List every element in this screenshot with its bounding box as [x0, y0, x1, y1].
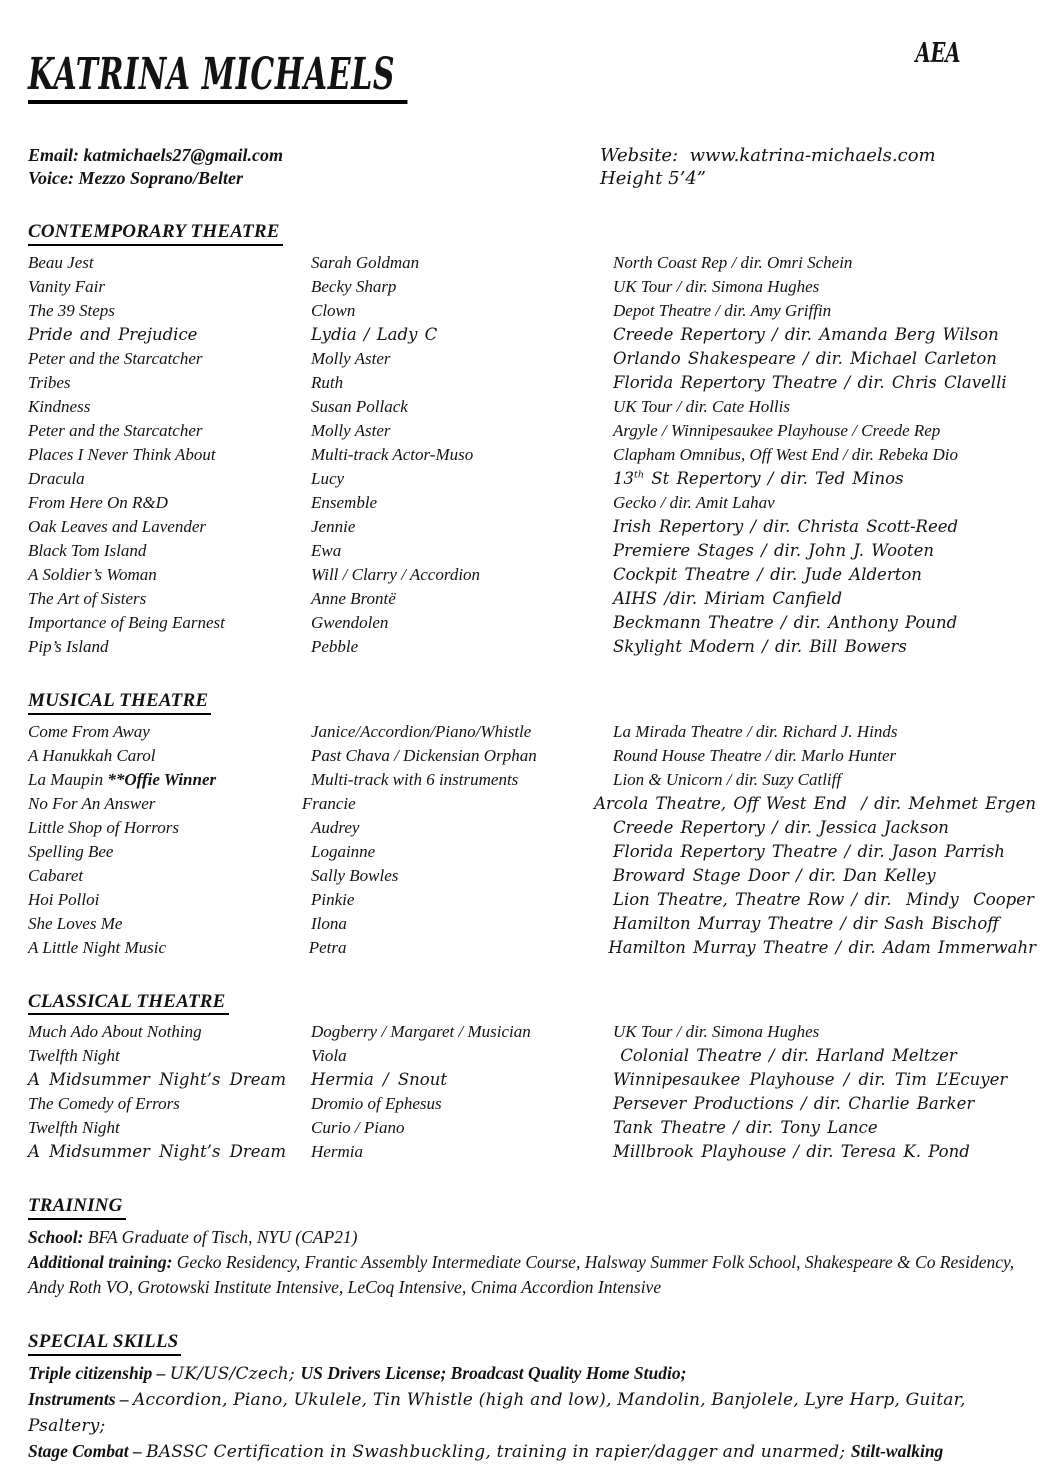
show-title: A Hanukkah Carol — [28, 745, 156, 765]
show-title: Importance of Being Earnest — [28, 612, 225, 632]
contact-left-column — [28, 144, 600, 190]
skill-line — [28, 1361, 1028, 1387]
actor-name: KATRINA MICHAELS — [28, 53, 407, 104]
credit-row — [28, 1116, 1036, 1140]
venue-director: Irish Repertory / dir. Christa Scott-Reed — [613, 516, 959, 536]
contact-info — [28, 144, 1036, 190]
show-title: Twelfth Night — [28, 1118, 120, 1138]
show-title: Tribes — [28, 372, 71, 392]
height-line: Height 5’4” — [600, 167, 707, 189]
show-title: Dracula — [28, 468, 85, 488]
venue-director: Florida Repertory Theatre / dir. Chris Clavelli — [613, 372, 1007, 392]
credit-row — [28, 563, 1036, 587]
venue-director: Florida Repertory Theatre / dir. Jason Parrish — [613, 841, 1005, 861]
role: Logainne — [311, 841, 376, 861]
skill-line — [28, 1439, 1028, 1465]
training-text: BFA Graduate of Tisch, NYU (CAP21) — [83, 1227, 358, 1248]
role: Lydia / Lady C — [311, 324, 438, 344]
role: Multi-track Actor-Muso — [311, 444, 474, 464]
role: Francie — [301, 793, 356, 813]
credit-row — [28, 347, 1036, 371]
contact-right-column — [600, 144, 1036, 190]
credit-row — [28, 768, 1036, 792]
role: Anne Brontë — [311, 588, 396, 608]
role: Dogberry / Margaret / Musician — [311, 1022, 531, 1042]
credit-row — [28, 1140, 1036, 1164]
venue-director: Argyle / Winnipesaukee Playhouse / Creede Rep — [613, 420, 941, 440]
role: Becky Sharp — [311, 276, 397, 296]
venue-director: Orlando Shakespeare / dir. Michael Carleton — [613, 348, 997, 368]
venue-director: Colonial Theatre / dir. Harland Meltzer — [613, 1046, 957, 1066]
show-title: The 39 Steps — [28, 300, 115, 320]
role: Ruth — [311, 372, 344, 392]
show-title: She Loves Me — [28, 913, 123, 933]
venue-director: La Mirada Theatre / dir. Richard J. Hinds — [613, 721, 898, 741]
skill-segment: Triple citizenship – — [28, 1363, 170, 1384]
show-title: Vanity Fair — [28, 276, 105, 296]
venue-director: Winnipesaukee Playhouse / dir. Tim L’Ecuyer — [613, 1070, 1008, 1090]
role: Will / Clarry / Accordion — [311, 564, 481, 584]
venue-director: Lion Theatre, Theatre Row / dir. Mindy Cooper — [613, 889, 1034, 909]
role: Pinkie — [311, 889, 355, 909]
role: Petra — [308, 937, 347, 957]
show-title: A Midsummer Night’s Dream — [28, 1142, 287, 1162]
section-training — [28, 1195, 1036, 1300]
venue-director: North Coast Rep / dir. Omri Schein — [613, 252, 853, 272]
show-title: Little Shop of Horrors — [28, 817, 179, 837]
credit-row — [28, 912, 1036, 936]
section-classical-theatre — [28, 991, 1036, 1165]
skill-lines — [28, 1361, 1036, 1465]
role: Ensemble — [311, 492, 378, 512]
credit-row — [28, 587, 1036, 611]
role: Sarah Goldman — [311, 252, 420, 272]
show-title: La Maupin **Offie Winner — [28, 769, 217, 789]
show-title: Come From Away — [28, 721, 150, 741]
role: Curio / Piano — [311, 1118, 405, 1138]
section-contemporary-theatre — [28, 221, 1036, 659]
credit-row — [28, 1020, 1036, 1044]
credit-row — [28, 1068, 1036, 1092]
role: Past Chava / Dickensian Orphan — [311, 745, 537, 765]
website-line: Website: www.katrina-michaels.com — [600, 144, 936, 166]
section-special-skills — [28, 1331, 1036, 1465]
show-title: Spelling Bee — [28, 841, 114, 861]
credit-row — [28, 491, 1036, 515]
credit-row — [28, 371, 1036, 395]
union-badge: AEA — [915, 38, 960, 69]
venue-director: Round House Theatre / dir. Marlo Hunter — [613, 745, 897, 765]
show-title: The Comedy of Errors — [28, 1094, 180, 1114]
role: Audrey — [311, 817, 360, 837]
venue-director: UK Tour / dir. Simona Hughes — [613, 1022, 820, 1042]
credit-row — [28, 299, 1036, 323]
role: Clown — [311, 300, 356, 320]
venue-director: Hamilton Murray Theatre / dir. Adam Immerwahr — [608, 937, 1036, 957]
venue-director: Creede Repertory / dir. Jessica Jackson — [613, 817, 949, 837]
show-title: Black Tom Island — [28, 540, 147, 560]
venue-director: Gecko / dir. Amit Lahav — [613, 492, 775, 512]
header — [28, 24, 1036, 134]
credit-row — [28, 720, 1036, 744]
credit-row — [28, 515, 1036, 539]
show-title: Twelfth Night — [28, 1046, 120, 1066]
role: Ilona — [311, 913, 347, 933]
show-title: Oak Leaves and Lavender — [28, 516, 206, 536]
training-label: Additional training: — [28, 1252, 173, 1273]
venue-director: UK Tour / dir. Simona Hughes — [613, 276, 820, 296]
section-heading: MUSICAL THEATRE — [28, 690, 211, 715]
skill-segment: Stilt-walking — [850, 1441, 944, 1462]
venue-director: Tank Theatre / dir. Tony Lance — [613, 1118, 878, 1138]
role: Lucy — [311, 468, 345, 488]
venue-director: Persever Productions / dir. Charlie Barker — [613, 1094, 975, 1114]
skill-segment: US Drivers License; Broadcast Quality Home Studio; — [300, 1363, 687, 1384]
show-title: A Little Night Music — [28, 937, 167, 957]
credit-rows — [28, 251, 1036, 659]
venue-director: Cockpit Theatre / dir. Jude Alderton — [613, 564, 922, 584]
role: Pebble — [311, 636, 359, 656]
role: Janice/Accordion/Piano/Whistle — [311, 721, 532, 741]
role: Ewa — [311, 540, 342, 560]
skill-segment: Accordion, Piano, Ukulele, Tin Whistle (high and low), Mandolin, Banjolele, Lyre Harp, Guitar, Psaltery; — [28, 1390, 966, 1437]
credit-row — [28, 1092, 1036, 1116]
venue-director: Arcola Theatre, Off West End / dir. Mehmet Ergen — [594, 793, 1036, 813]
show-title: The Art of Sisters — [28, 588, 147, 608]
venue-director: 13th St Repertory / dir. Ted Minos — [613, 468, 904, 488]
credit-rows — [28, 720, 1036, 960]
show-title: Hoi Polloi — [28, 889, 100, 909]
show-title: Peter and the Starcatcher — [28, 420, 203, 440]
credit-row — [28, 539, 1036, 563]
venue-director: Beckmann Theatre / dir. Anthony Pound — [613, 612, 958, 632]
show-title: Places I Never Think About — [28, 444, 216, 464]
credit-rows — [28, 1020, 1036, 1164]
venue-director: UK Tour / dir. Cate Hollis — [613, 396, 790, 416]
credit-row — [28, 275, 1036, 299]
credit-row — [28, 323, 1036, 347]
show-title: A Midsummer Night’s Dream — [28, 1070, 287, 1090]
role: Multi-track with 6 instruments — [311, 769, 519, 789]
credit-row — [28, 840, 1036, 864]
skill-line — [28, 1387, 1028, 1439]
show-title: Pip’s Island — [28, 636, 109, 656]
venue-director: Hamilton Murray Theatre / dir Sash Bischoff — [613, 913, 999, 933]
credit-row — [28, 611, 1036, 635]
training-label: School: — [28, 1227, 84, 1248]
credit-row — [28, 251, 1036, 275]
role: Jennie — [311, 516, 356, 536]
section-heading: CONTEMPORARY THEATRE — [28, 221, 283, 246]
venue-director: Depot Theatre / dir. Amy Griffin — [613, 300, 832, 320]
venue-director: Millbrook Playhouse / dir. Teresa K. Pond — [613, 1142, 970, 1162]
role: Sally Bowles — [311, 865, 399, 885]
show-title: From Here On R&D — [28, 492, 168, 512]
credit-row — [28, 816, 1036, 840]
training-lines — [28, 1225, 1036, 1300]
section-heading: SPECIAL SKILLS — [28, 1331, 181, 1356]
credit-row — [28, 936, 1036, 960]
credit-row — [28, 1044, 1036, 1068]
role: Hermia / Snout — [311, 1070, 447, 1090]
skill-segment: UK/US/Czech; — [169, 1364, 301, 1385]
skill-segment: Instruments – — [28, 1389, 134, 1410]
section-heading: CLASSICAL THEATRE — [28, 991, 229, 1016]
venue-director: AIHS /dir. Miriam Canfield — [613, 588, 843, 608]
section-heading: TRAINING — [28, 1195, 126, 1220]
training-text: Gecko Residency, Frantic Assembly Intermediate Course, Halsway Summer Folk School, Shakespeare & Co Residency, Andy Roth VO, Grotowski Institute Intensive, LeCoq Intensive, Cnima Accordion Intensive — [28, 1252, 1015, 1298]
credit-row — [28, 864, 1036, 888]
email-line: Email: katmichaels27@gmail.com — [28, 144, 283, 165]
show-title: Cabaret — [28, 865, 84, 885]
show-title: Peter and the Starcatcher — [28, 348, 203, 368]
role: Susan Pollack — [311, 396, 408, 416]
show-title: Much Ado About Nothing — [28, 1022, 202, 1042]
training-line — [28, 1250, 1028, 1300]
credit-row — [28, 888, 1036, 912]
show-title: A Soldier’s Woman — [28, 564, 157, 584]
venue-director: Premiere Stages / dir. John J. Wooten — [613, 540, 934, 560]
show-title: Pride and Prejudice — [28, 324, 198, 344]
voice-line: Voice: Mezzo Soprano/Belter — [28, 167, 244, 188]
venue-director: Lion & Unicorn / dir. Suzy Catliff — [613, 769, 842, 789]
training-line — [28, 1225, 1028, 1250]
role: Gwendolen — [311, 612, 389, 632]
venue-director: Skylight Modern / dir. Bill Bowers — [613, 636, 907, 656]
credit-row — [28, 635, 1036, 659]
credit-row — [28, 443, 1036, 467]
role: Molly Aster — [311, 420, 391, 440]
credit-row — [28, 467, 1036, 491]
venue-director: Creede Repertory / dir. Amanda Berg Wilson — [613, 324, 999, 344]
show-title: Beau Jest — [28, 252, 94, 272]
show-title: No For An Answer — [28, 793, 156, 813]
credit-row — [28, 792, 1036, 816]
credit-row — [28, 395, 1036, 419]
role: Dromio of Ephesus — [311, 1094, 442, 1114]
role: Molly Aster — [311, 348, 391, 368]
credit-row — [28, 419, 1036, 443]
role: Hermia — [311, 1142, 363, 1162]
credit-row — [28, 744, 1036, 768]
show-title: Kindness — [28, 396, 91, 416]
skill-segment: BASSC Certification in Swashbuckling, training in rapier/dagger and unarmed; — [146, 1442, 851, 1463]
role: Viola — [311, 1046, 347, 1066]
section-musical-theatre — [28, 690, 1036, 960]
venue-director: Broward Stage Door / dir. Dan Kelley — [613, 865, 936, 885]
venue-director: Clapham Omnibus, Off West End / dir. Rebeka Dio — [613, 444, 959, 464]
skill-segment: Stage Combat – — [28, 1441, 147, 1462]
